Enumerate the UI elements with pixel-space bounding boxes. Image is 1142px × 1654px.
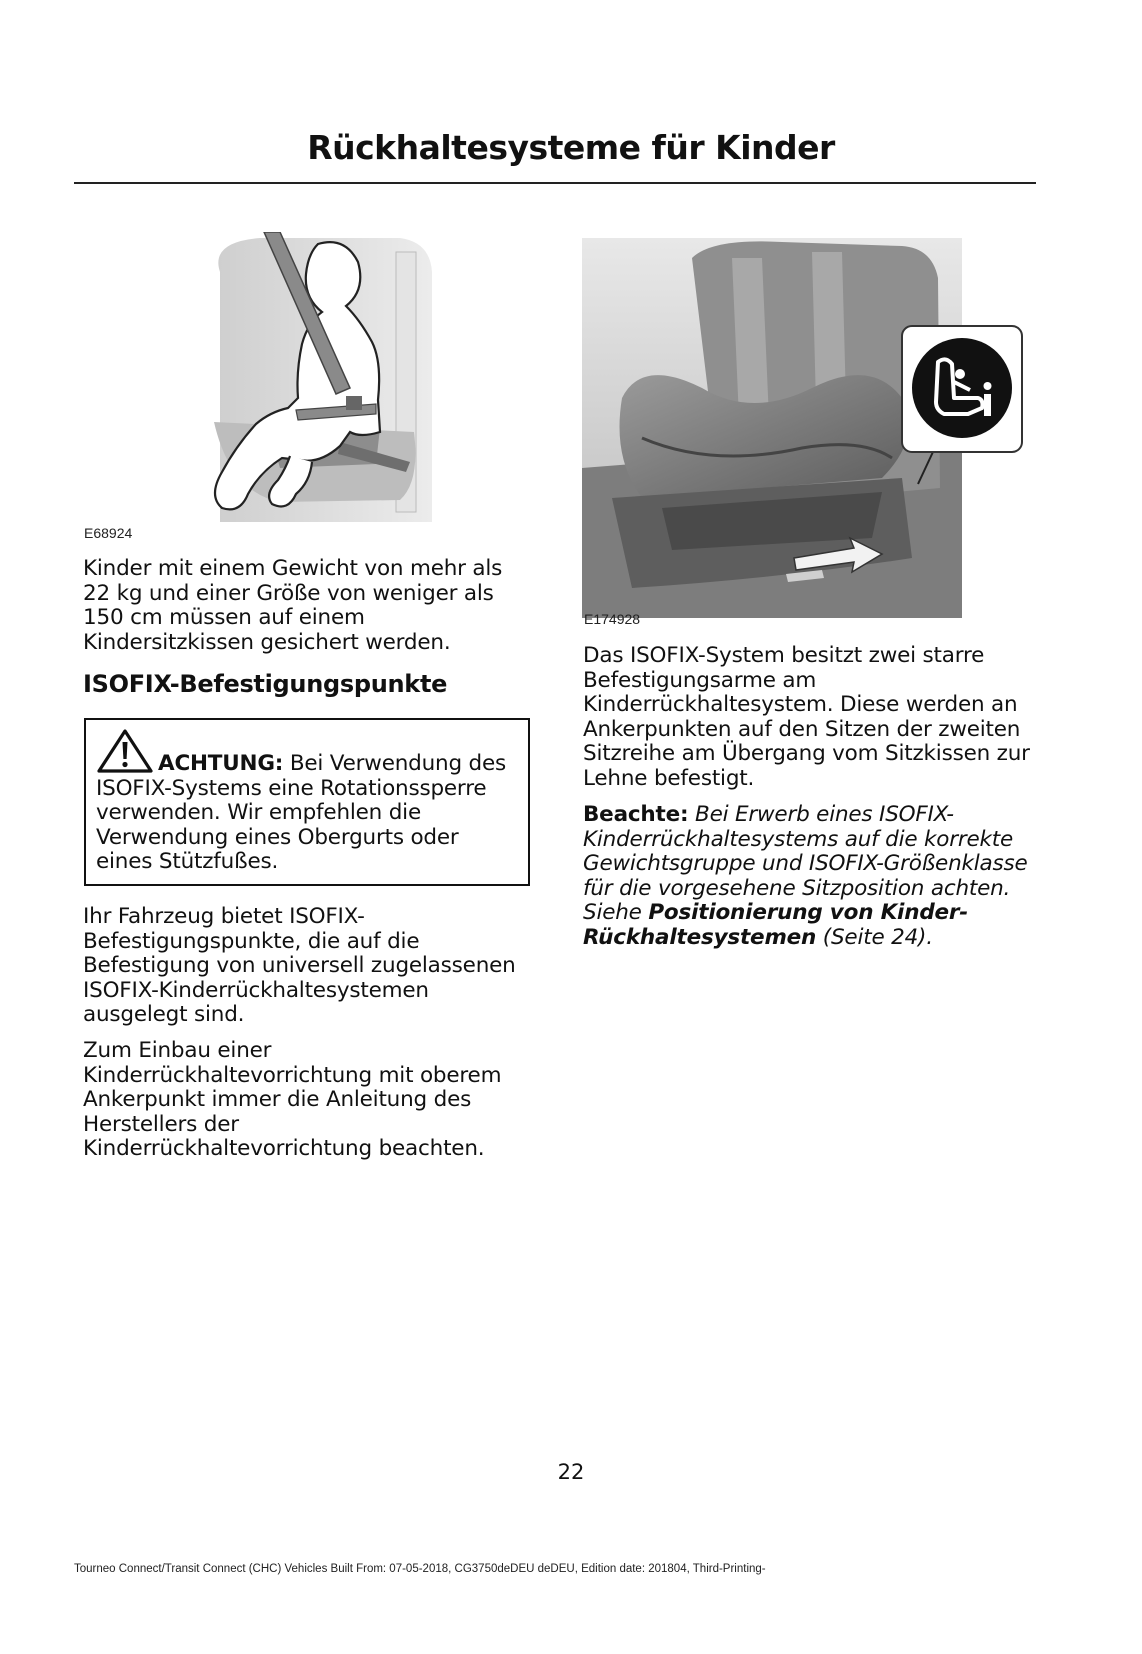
cross-reference-link[interactable]: Positionierung von Kinder-Rückhaltesystemen — [583, 900, 969, 950]
warning-triangle-icon — [96, 728, 154, 774]
document-footer: Tourneo Connect/Transit Connect (CHC) Vehicles Built From: 07-05-2018, CG3750deDEU deDEU, Edition date: 201804, Third-Printing- — [74, 1563, 766, 1575]
warning-message: Bei Verwendung des ISOFIX-Systems eine Rotationssperre verwenden. Wir empfehlen die Verwendung eines Obergurts oder eines Stützfußes. — [96, 751, 507, 874]
booster-cushion-illustration — [200, 232, 436, 532]
paragraph-isofix-points: Ihr Fahrzeug bietet ISOFIX-Befestigungspunkte, die auf die Befestigung von universell zugelassenen ISOFIX-Kinderrückhaltesystemen ausgelegt sind. — [83, 904, 516, 1027]
paragraph-top-tether: Zum Einbau einer Kinderrückhaltevorrichtung mit oberem Ankerpunkt immer die Anleitung des Herstellers der Kinderrückhaltevorrichtung beachten. — [83, 1038, 502, 1161]
note-text: Bei Erwerb eines ISOFIX-Kinderrückhaltesystems auf die korrekte Gewichtsgruppe und ISOFIX-Größenklasse für die vorgesehene Sitzposition achten. Siehe — [583, 802, 1028, 925]
paragraph-isofix-system: Das ISOFIX-System besitzt zwei starre Befestigungsarme am Kinderrückhaltesystem. Diese werden an Ankerpunkten auf den Sitzen der zweiten Sitzreihe am Übergang vom Sitzkissen zur Lehne befestigt. — [583, 643, 1030, 791]
isofix-seat-illustration — [582, 238, 1030, 618]
isofix-child-seat-icon — [912, 338, 1012, 438]
note-paragraph — [583, 803, 1043, 950]
warning-label: ACHTUNG: — [158, 751, 284, 776]
title-divider — [74, 182, 1036, 184]
figure-code-right: E174928 — [584, 611, 641, 627]
note-label: Beachte: — [583, 802, 689, 827]
paragraph-booster-weight: Kinder mit einem Gewicht von mehr als 22 kg und einer Größe von weniger als 150 cm müssen auf einem Kindersitzkissen gesichert werden. — [83, 556, 503, 655]
page-title: Rückhaltesysteme für Kinder — [307, 128, 835, 167]
warning-text-block — [96, 728, 520, 875]
page-number: 22 — [557, 1460, 585, 1484]
section-heading-isofix: ISOFIX-Befestigungspunkte — [83, 670, 448, 698]
figure-code-left: E68924 — [84, 525, 133, 541]
page-reference: (Seite 24). — [816, 924, 933, 950]
warning-box — [84, 718, 530, 886]
